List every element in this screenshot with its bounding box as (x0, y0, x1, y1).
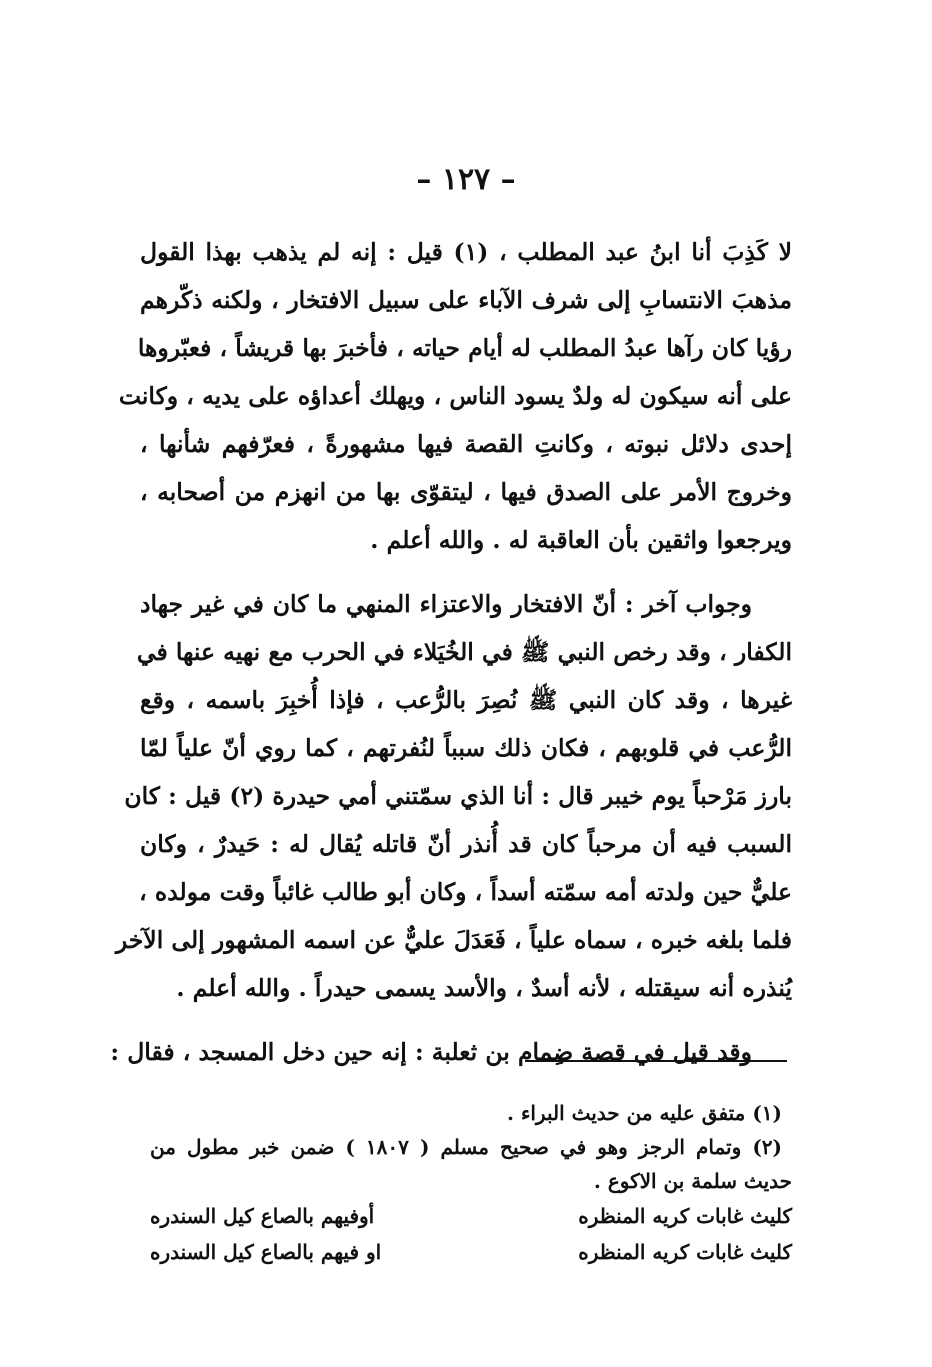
text-line: رؤيا كان رآها عبدُ المطلب له أيام حياته ، فأخبرَ بها قريشاً ، فعبّروها (137, 334, 792, 362)
paragraph-3 (110, 1028, 792, 1076)
verse-second-hemistich: او فيهم بالصاع كيل السندره (150, 1240, 382, 1264)
paragraph-1 (118, 228, 792, 564)
main-text (110, 228, 792, 1076)
text-line: وقد قيل في قصة ضِمام بن ثعلبة : إنه حين دخل المسجد ، فقال : (110, 1038, 752, 1066)
footnote-separator (525, 1060, 787, 1062)
footnote-2-continued: حديث سلمة بن الاكوع . (593, 1169, 792, 1193)
paragraph-2 (115, 580, 792, 1012)
text-line: مذهبَ الانتسابِ إلى شرف الآباء على سبيل الافتخار ، ولكنه ذكّرهم (140, 286, 792, 314)
text-line: على أنه سيكون له ولدٌ يسود الناس ، ويهلك أعداؤه على يديه ، وكانت (118, 382, 792, 410)
paragraph-gap (140, 1012, 792, 1028)
text-line: ويرجعوا واثقين بأن العاقبة له . والله أعلم . (370, 526, 792, 554)
text-line: الرُّعب في قلوبهم ، فكان ذلك سبباً لنُفرتهم ، كما روي أنّ علياً لمّا (140, 734, 792, 762)
text-line: غيرها ، وقد كان النبي ﷺ نُصِرَ بالرُّعب ، فإذا أُخبِرَ باسمه ، وقع (140, 686, 792, 714)
text-line: السبب فيه أن مرحباً كان قد أُنذر أنّ قاتله يُقال له : حَيدرٌ ، وكان (140, 830, 792, 858)
text-line: لا كَذِبَ أنا ابنُ عبد المطلب ، (١) قيل : إنه لم يذهب بهذا القول (140, 238, 792, 266)
verse-line (150, 1234, 792, 1270)
text-line: وخروج الأمر على الصدق فيها ، ليتقوّى بها من انهزم من أصحابه ، (140, 478, 792, 506)
verse-first-hemistich: كليث غابات كريه المنظره (578, 1204, 792, 1228)
paragraph-gap (140, 564, 792, 580)
text-line: عليٌّ حين ولدته أمه سمّته أسداً ، وكان أبو طالب غائباً وقت مولده ، (139, 878, 792, 906)
text-line: الكفار ، وقد رخص النبي ﷺ في الخُيَلاء في الحرب مع نهيه عنها في (136, 638, 792, 666)
verse-line (150, 1198, 792, 1234)
text-line: وجواب آخر : أنّ الافتخار والاعتزاء المنهي ما كان في غير جهاد (140, 590, 752, 618)
footnote-1: (١) متفق عليه من حديث البراء . (507, 1101, 782, 1125)
text-line: فلما بلغه خبره ، سماه علياً ، فَعَدَلَ عليٌّ عن اسمه المشهور إلى الآخر (115, 926, 792, 954)
page-number: – ١٢٧ – (416, 162, 516, 197)
footnotes (150, 1096, 792, 1270)
footnote-2: (٢) وتمام الرجز وهو في صحيح مسلم ( ١٨٠٧ ) ضمن خبر مطول من (150, 1135, 782, 1159)
text-line: بارز مَرْحباً يوم خيبر قال : أنا الذي سمّتني أمي حيدرة (٢) قيل : كان (124, 782, 792, 810)
verse-first-hemistich: كليث غابات كريه المنظره (578, 1240, 792, 1264)
text-line: يُنذره أنه سيقتله ، لأنه أسدٌ ، والأسد يسمى حيدراً . والله أعلم . (176, 974, 792, 1002)
verse-second-hemistich: أوفيهم بالصاع كيل السندره (150, 1204, 375, 1228)
text-line: إحدى دلائل نبوته ، وكانتِ القصة فيها مشهورةً ، فعرّفهم شأنها ، (140, 430, 792, 458)
